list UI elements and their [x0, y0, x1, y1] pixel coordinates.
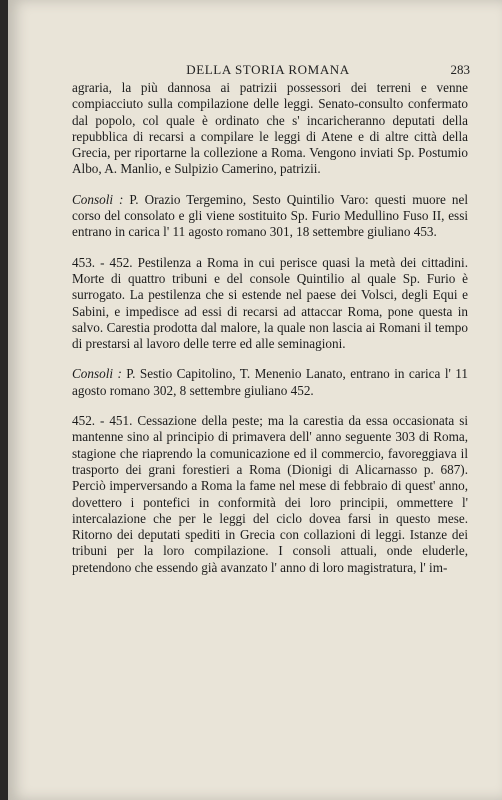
consoli-label: Consoli : — [72, 366, 122, 382]
paragraph-text: agraria, la più dannosa ai patrizii possessori dei terreni e venne compiacciuto sulla compilazione delle leggi. Senato-consulto confermato dal popolo, col quale è ordinato che s' incaricheranno deputati della repubblica di recarsi a compilare le leggi di Atene e di altre città della Grecia, per riportarne la collezione a Roma. Vengono inviati Sp. Postumio Albo, A. Manlio, e Sulpizio Camerino, patrizii. — [72, 80, 468, 177]
paragraph-text: P. Orazio Tergemino, Sesto Quintilio Varo: questi muore nel corso del consolato e gli viene sostituito Sp. Furio Medullino Fuso II, essi entrano in carica l' 11 agosto romano 301, 18 settembre giuliano 453. — [72, 191, 468, 240]
paragraph-text: P. Sestio Capitolino, T. Menenio Lanato, entrano in carica l' 11 agosto romano 302, 8 settembre giuliano 452. — [72, 366, 468, 398]
book-page — [8, 0, 502, 800]
running-title: DELLA STORIA ROMANA — [186, 62, 350, 77]
page-body — [72, 80, 468, 576]
paragraph-text: 453. - 452. Pestilenza a Roma in cui perisce quasi la metà dei cittadini. Morte di quattro tribuni e del console Quintilio al quale Sp. Furio è surrogato. La pestilenza che si estende nel paese dei Volsci, degli Equi e Sabini, e impedisce ad essi di recarsi ad attaccar Roma, pone questa in salvo. Carestia prodotta dal malore, la quale non lascia ai Romani il tempo di prestarsi al lavoro delle terre ed alle seminagioni. — [72, 254, 468, 352]
paragraph-consoli-302 — [72, 366, 468, 399]
paragraph-452-451 — [72, 413, 468, 576]
paragraph-453-452 — [72, 255, 468, 353]
consoli-label: Consoli : — [72, 191, 124, 207]
paragraph-text: 452. - 451. Cessazione della peste; ma la carestia da essa occasionata si mantenne sino al principio di primavera dell' anno seguente 303 di Roma, stagione che riaprendo la comunicazione ed il commercio, favoreggiava il trasporto dei grani forestieri a Roma (Dionigi di Alicarnasso p. 687). Perciò imperversando a Roma la fame nel mese di febbraio di quest' anno, dovettero i pontefici in conformità dei loro principii, ommettere l' intercalazione che per le leggi del ciclo dovea farsi in questo mese. Ritorno dei deputati spediti in Grecia con collazioni di leggi. Istanze dei tribuni per la loro compilazione. I consoli attuali, onde eluderle, pretendono che essendo già avanzato l' anno di loro magistratura, l' im- — [72, 413, 468, 575]
page-number: 283 — [450, 62, 470, 77]
page-header — [66, 62, 470, 80]
paragraph-agraria — [72, 80, 468, 178]
paragraph-consoli-301 — [72, 192, 468, 241]
